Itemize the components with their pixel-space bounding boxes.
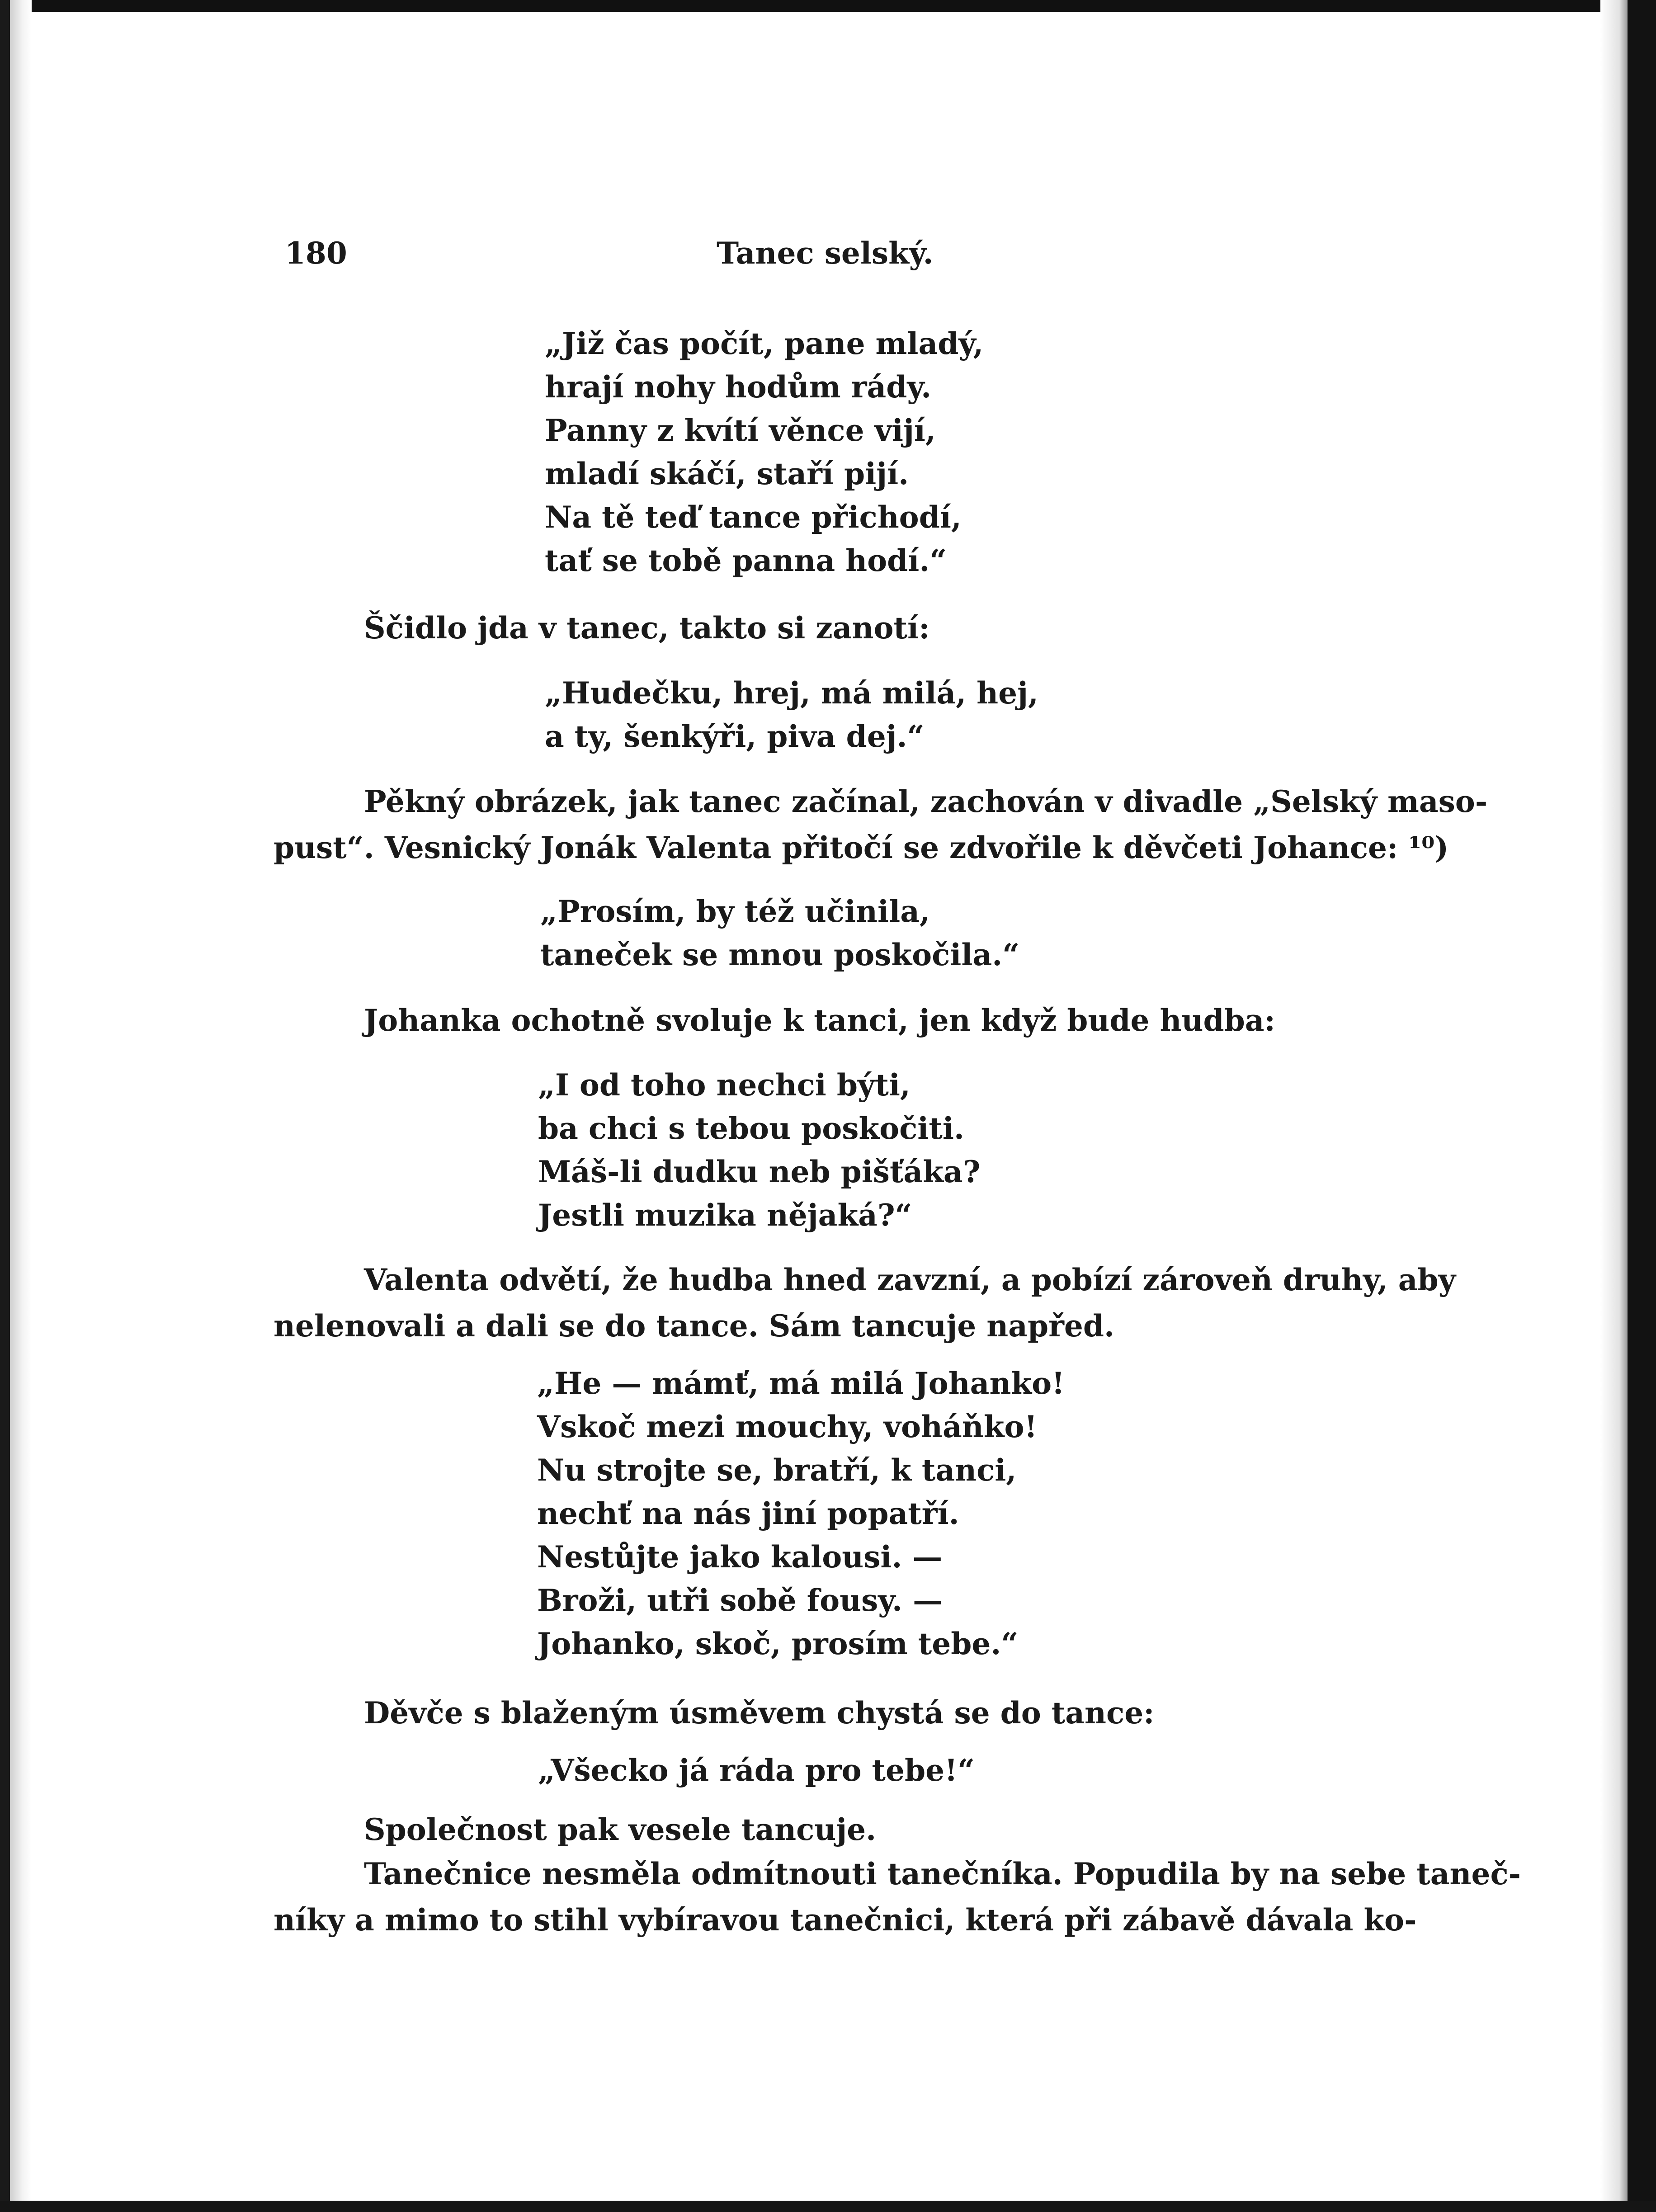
verse-block: [538, 1063, 980, 1237]
paragraph: [274, 778, 1488, 871]
verse-line: Nu strojte se, bratří, k tanci,: [537, 1453, 1017, 1488]
verse-line: Panny z kvítí věnce vijí,: [545, 413, 936, 448]
paragraph-line: Děvče s blaženým úsměvem chystá se do tance:: [364, 1695, 1155, 1731]
verse-line: „I od toho nechci býti,: [538, 1067, 911, 1103]
paragraph-line: Ščidlo jda v tanec, takto si zanotí:: [364, 610, 930, 646]
page-edge-shadow-left: [10, 0, 32, 2212]
scan-border-top: [0, 0, 1656, 12]
verse-line: „Již čas počít, pane mladý,: [545, 326, 984, 361]
paragraph: [274, 1806, 1406, 1853]
verse-line: Broži, utři sobě fousy. —: [537, 1583, 943, 1618]
verse-line: Jestli muzika nějaká?“: [538, 1198, 912, 1233]
verse-line: Johanko, skoč, prosím tebe.“: [537, 1626, 1019, 1661]
running-title: Tanec selský.: [717, 236, 934, 271]
verse-block: [538, 1749, 975, 1792]
verse-block: [537, 1362, 1065, 1665]
paragraph-line: nelenovali a dali se do tance. Sám tancuje napřed.: [274, 1308, 1114, 1344]
scan-border-left: [0, 0, 10, 2212]
verse-line: Nestůjte jako kalousi. —: [537, 1539, 943, 1575]
paragraph-line: Tanečnice nesměla odmítnouti tanečníka. Popudila by na sebe taneč-: [364, 1856, 1521, 1891]
paragraph-line: Valenta odvětí, že hudba hned zavzní, a pobízí zároveň druhy, aby: [364, 1262, 1456, 1297]
paragraph: [274, 605, 1406, 651]
paragraph: [274, 1851, 1521, 1943]
verse-block: [540, 890, 1019, 976]
verse-line: Vskoč mezi mouchy, voháňko!: [537, 1409, 1038, 1444]
page-edge-shadow-right: [1600, 0, 1628, 2212]
verse-line: hrají nohy hodům rády.: [545, 369, 932, 405]
paragraph-line: Pěkný obrázek, jak tanec začínal, zachován v divadle „Selský maso-: [364, 784, 1488, 819]
scan-border-right: [1628, 0, 1656, 2212]
paragraph-line: níky a mimo to stihl vybíravou tanečnici, která při zábavě dávala ko-: [274, 1902, 1417, 1938]
verse-block: [545, 322, 983, 582]
verse-line: Máš-li dudku neb pišťáka?: [538, 1154, 981, 1189]
paragraph: [274, 1257, 1456, 1349]
verse-line: taneček se mnou poskočila.“: [540, 937, 1020, 972]
paragraph: [274, 997, 1406, 1043]
verse-line: nechť na nás jiní popatří.: [537, 1496, 959, 1531]
paragraph-line: pust“. Vesnický Jonák Valenta přitočí se zdvořile k děvčeti Johance: ¹⁰): [274, 830, 1449, 865]
verse-line: mladí skáčí, staří pijí.: [545, 456, 909, 491]
verse-line: „Všecko já ráda pro tebe!“: [538, 1753, 975, 1788]
verse-line: ba chci s tebou poskočiti.: [538, 1111, 964, 1146]
verse-line: „He — mámť, má milá Johanko!: [537, 1366, 1065, 1401]
scan-border-bottom: [0, 2201, 1656, 2212]
verse-line: Na tě teď tance přichodí,: [545, 500, 962, 535]
verse-line: „Prosím, by též učinila,: [540, 894, 930, 929]
verse-block: [545, 671, 1038, 758]
verse-line: tať se tobě panna hodí.“: [545, 543, 947, 578]
paragraph-line: Společnost pak vesele tancuje.: [364, 1812, 877, 1847]
page-number: 180: [285, 236, 347, 271]
verse-line: a ty, šenkýři, piva dej.“: [545, 719, 925, 754]
paragraph: [274, 1690, 1406, 1736]
paragraph-line: Johanka ochotně svoluje k tanci, jen když bude hudba:: [364, 1003, 1275, 1038]
verse-line: „Hudečku, hrej, má milá, hej,: [545, 675, 1038, 711]
